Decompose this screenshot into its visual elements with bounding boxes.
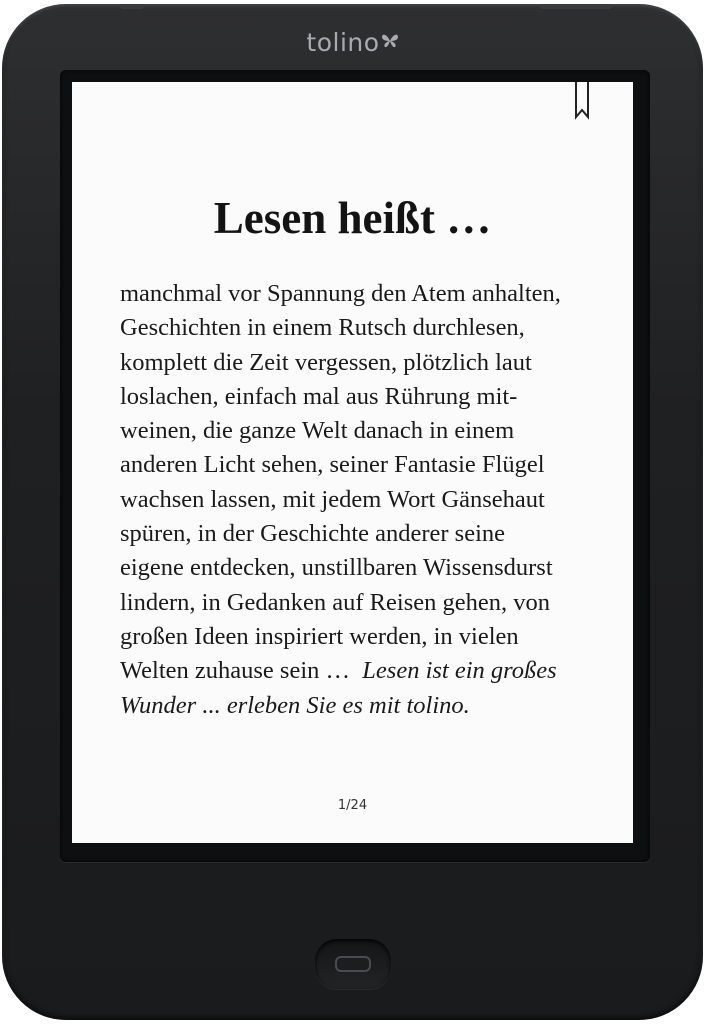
text-line: loslachen, einfach mal aus Rührung mit- [120, 382, 518, 410]
bookmark-icon[interactable] [574, 82, 590, 125]
text-italic-part: Lesen ist ein großes [362, 657, 557, 685]
book-text [120, 277, 620, 723]
text-line: großen Ideen inspiriert werden, in vielen [120, 622, 519, 650]
text-line: Geschichten in einem Rutsch durchlesen, [120, 314, 525, 342]
text-line: weinen, die ganze Welt danach in einem [120, 417, 515, 445]
brand-logo [2, 28, 703, 57]
page-title: Lesen heißt … [213, 193, 492, 243]
home-button-icon [335, 956, 371, 972]
eink-screen[interactable] [72, 82, 633, 843]
text-line: manchmal vor Spannung den Atem anhalten, [120, 280, 561, 307]
text-line: wachsen lassen, mit jedem Wort Gänsehaut [120, 485, 545, 513]
top-edge-tab [540, 4, 612, 9]
home-button[interactable] [315, 939, 391, 989]
text-line: anderen Licht sehen, seiner Fantasie Flügel [120, 451, 545, 479]
power-button[interactable] [120, 4, 144, 9]
brand-name: tolino [306, 28, 380, 57]
butterfly-icon [381, 26, 399, 55]
text-regular-part: Welten zuhause sein … [120, 657, 351, 685]
page-indicator: 1/24 [337, 798, 368, 813]
text-line: komplett die Zeit vergessen, plötzlich laut [120, 348, 532, 376]
text-line-italic: Wunder ... erleben Sie es mit tolino. [120, 691, 470, 719]
text-line-mixed [120, 654, 620, 688]
text-line: spüren, in der Geschichte anderer seine [120, 520, 506, 548]
text-line: eigene entdecken, unstillbaren Wissensdurst [120, 554, 553, 582]
text-line: lindern, in Gedanken auf Reisen gehen, von [120, 588, 550, 616]
